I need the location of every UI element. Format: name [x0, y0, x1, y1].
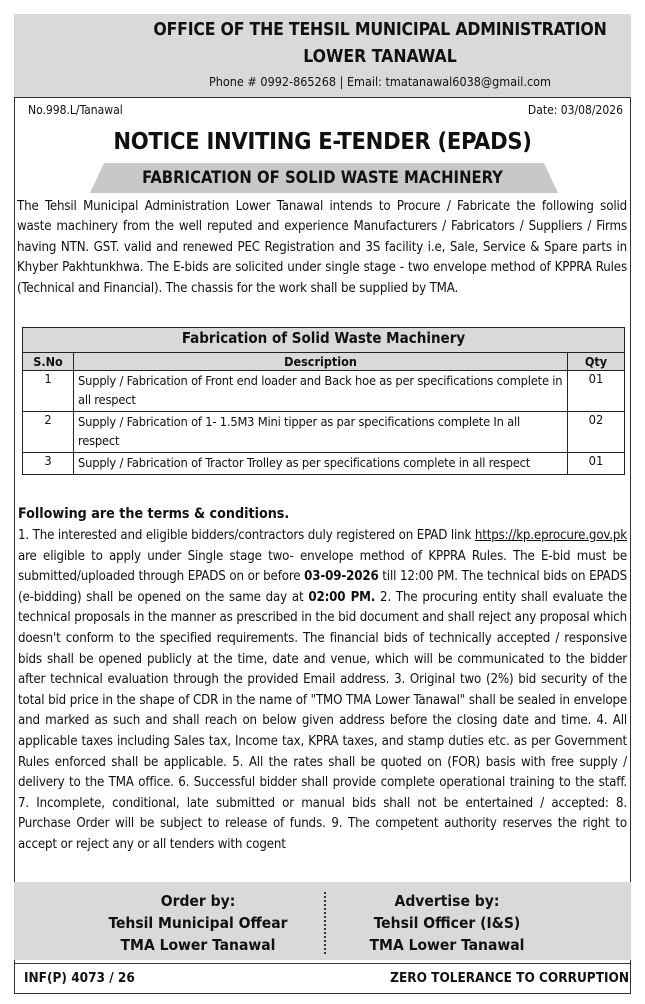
eprocure-link[interactable]: https://kp.eprocure.gov.pk — [474, 528, 627, 543]
advertise-by-label: Advertise by: — [394, 892, 500, 910]
notice-title: NOTICE INVITING E-TENDER (EPADS) — [113, 127, 532, 155]
row-description: Supply / Fabrication of 1- 1.5M3 Mini tipper as par specifications complete In all respect — [74, 412, 568, 453]
terms-paragraph — [18, 526, 627, 856]
row-qty: 01 — [568, 371, 625, 412]
row-sno: 1 — [23, 371, 74, 412]
advertise-by-line2: TMA Lower Tanawal — [369, 936, 525, 954]
terms-heading: Following are the terms & conditions. — [18, 506, 290, 522]
notice-date: Date: 03/08/2026 — [527, 103, 623, 117]
reference-number: No.998.L/Tanawal — [28, 103, 123, 117]
terms-text: till 12:00 PM. The technical bids on EPADS (e-bidding) shall be opened on the same day at — [18, 569, 627, 605]
bottom-divider — [14, 963, 631, 964]
order-by-label: Order by: — [160, 892, 236, 910]
terms-text: are eligible to apply under Single stage two- envelope method of KPPRA Rules. The E-bid must be submitted/uploaded through EPADS on or before — [18, 548, 627, 585]
row-description: Supply / Fabrication of Tractor Trolley as per specifications complete in all respect — [74, 453, 568, 475]
order-by-line2: TMA Lower Tanawal — [120, 936, 276, 954]
office-title-line1: OFFICE OF THE TEHSIL MUNICIPAL ADMINISTRATION — [153, 20, 607, 40]
deadline-date: 03-09-2026 — [304, 569, 379, 585]
terms-text: 2. The procuring entity shall evaluate the technical proposals in the manner as prescribed in the bid document and shall reject any proposal which doesn't conform to the specified requirements. The financial bids of technically accepted / responsive bids shall be opened publicly at the time, date and venue, which will be communicated to the bidder after technical evaluation through the provided Email address. 3. Original two (2%) bid security of the total bid price in the shape of CDR in the name of "TMO TMA Lower Tanawal" shall be sealed in envelope and marked as such and shall reach on below given address before the closing date and time. 4. All applicable taxes including Sales tax, Income tax, KPRA taxes, and stamp duties etc. as per Government Rules enforced shall be applicable. 5. All the rates shall be quoted on (FOR) basis with free supply / delivery to the TMA office. 6. Successful bidder shall provide complete operational training to the staff. 7. Incomplete, conditional, late submitted or manual bids shall not be entertained / accepted: 8. Purchase Order will be subject to release of funds. 9. The competent authority reserves the right to accept or reject any or all tenders with cogent — [18, 589, 627, 852]
row-sno: 2 — [23, 412, 74, 453]
header-description: Description — [74, 353, 568, 371]
intro-paragraph: The Tehsil Municipal Administration Lower Tanawal intends to Procure / Fabricate the following solid waste machinery from the well reputed and experience Manufacturers / Fabricators / Suppliers / Firms having NTN. GST. valid and renewed PEC Registration and 3S facility i.e, Sale, Service & Spare parts in Khyber Pakhtunkhwa. The E-bids are solicited under single stage - two envelope method of KPPRA Rules (Technical and Financial). The chassis for the work shall be supplied by TMA. — [17, 199, 627, 296]
row-description: Supply / Fabrication of Front end loader and Back hoe as per specifications complete in all respect — [74, 371, 568, 412]
advertise-by-block — [297, 890, 597, 956]
table-row — [23, 371, 625, 412]
header-divider — [14, 97, 631, 98]
row-sno: 3 — [23, 453, 74, 475]
table-row — [23, 453, 625, 475]
advertise-by-line1: Tehsil Officer (I&S) — [373, 914, 521, 932]
contact-line: Phone # 0992-865268 | Email: tmatanawal6038@gmail.com — [209, 74, 551, 89]
row-qty: 01 — [568, 453, 625, 475]
slogan: ZERO TOLERANCE TO CORRUPTION — [390, 970, 629, 986]
header-sno: S.No — [23, 353, 74, 371]
notice-subtitle: FABRICATION OF SOLID WASTE MACHINERY — [142, 168, 503, 187]
office-title-line2: LOWER TANAWAL — [303, 47, 457, 67]
table-title: Fabrication of Solid Waste Machinery — [23, 328, 625, 353]
table-row — [23, 412, 625, 453]
inf-number: INF(P) 4073 / 26 — [24, 970, 135, 986]
row-qty: 02 — [568, 412, 625, 453]
items-table — [22, 327, 625, 475]
header-qty: Qty — [568, 353, 625, 371]
opening-time: 02:00 PM. — [308, 589, 376, 605]
terms-text: 1. The interested and eligible bidders/contractors duly registered on EPAD link — [18, 528, 475, 543]
order-by-line1: Tehsil Municipal Offear — [108, 914, 288, 932]
